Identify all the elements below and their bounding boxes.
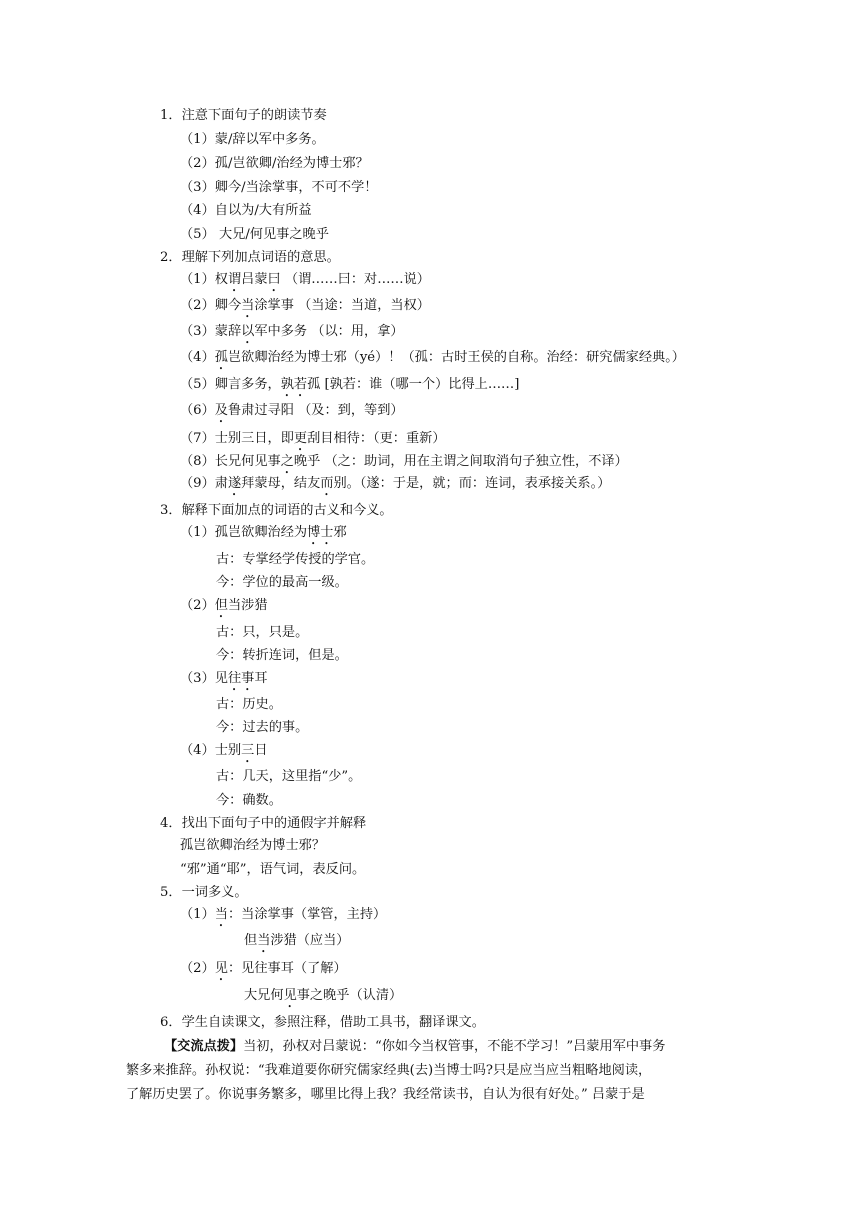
text-line-h3-2b: 今：转折连词，但是。 — [216, 648, 348, 663]
text-line-h1-2: （2）孤/岂欲卿/治经为博士邪？ — [180, 156, 369, 171]
text-line-h3: 3．解释下面加点的词语的古义和今义。 — [160, 503, 393, 518]
text-line-h1-4: （4）自以为/大有所益 — [180, 203, 312, 218]
text-line-h2-5: （5）卿言多务，孰若孤 [孰若：谁（哪一个）比得上……] — [180, 377, 520, 392]
text-line-h4: 4．找出下面句子中的通假字并解释 — [160, 816, 367, 831]
text-line-h3-2: （2）但当涉猎 — [180, 598, 268, 613]
text-line-h2-3: （3）蒙辞以军中多务 （以：用，拿） — [180, 324, 404, 339]
text-line-h2-7: （7）士别三日，即更刮目相待：（更：重新） — [180, 431, 446, 446]
text-line-h5-1b: 但当涉猎（应当） — [244, 933, 350, 948]
text-line-h2-2: （2）卿今当涂掌事 （当途：当道，当权） — [180, 298, 430, 313]
paragraph-line2 — [126, 1063, 651, 1079]
text-line-h3-4a: 古：几天，这里指“少”。 — [216, 769, 362, 784]
text-line-h3-1: （1）孤岂欲卿治经为博士邪 — [180, 525, 347, 540]
text-line-h4-2: “邪”通“耶”，语气词，表反问。 — [180, 862, 366, 877]
text-line-h3-3b: 今：过去的事。 — [216, 720, 309, 735]
text-line-h2-8: （8）长兄何见事之晚乎 （之：助词，用在主谓之间取消句子独立性，不译） — [180, 454, 628, 469]
text-line-h4-1: 孤岂欲卿治经为博士邪？ — [180, 838, 326, 853]
text-line-h2-4: （4）孤岂欲卿治经为博士邪（yé）！（孤：古时王侯的自称。治经：研究儒家经典。） — [180, 350, 685, 365]
text-line-h1-5: （5） 大兄/何见事之晚乎 — [180, 227, 329, 242]
text-line-h3-2a: 古：只，只是。 — [216, 625, 309, 640]
paragraph-line3 — [126, 1087, 645, 1103]
text-line-h1: 1．注意下面句子的朗读节奏 — [160, 108, 327, 123]
exchange-label: 【交流点拨】 — [164, 1039, 244, 1054]
text-line-h5-1: （1）当：当涂掌事（掌管，主持） — [180, 907, 387, 922]
text-line-h2-9: （9）肃遂拜蒙母，结友而别。（遂：于是，就；而：连词，表承接关系。） — [180, 476, 611, 491]
paragraph-line1 — [164, 1039, 665, 1055]
text-line-h2-6: （6）及鲁肃过寻阳 （及：到，等到） — [180, 403, 404, 418]
text-line-h3-4: （4）士别三日 — [180, 743, 268, 758]
text-line-h3-3: （3）见往事耳 — [180, 671, 268, 686]
text-line-h3-1a: 古：专掌经学传授的学官。 — [216, 552, 375, 567]
text-line-h3-3a: 古：历史。 — [216, 697, 282, 712]
text-line-h6: 6．学生自读课文，参照注释，借助工具书，翻译课文。 — [160, 1015, 485, 1030]
text-line-h2-1: （1）权谓吕蒙曰 （谓……曰：对……说） — [180, 272, 430, 287]
text-line-h3-4b: 今：确数。 — [216, 793, 282, 808]
text-line-h5: 5．一词多义。 — [160, 885, 248, 900]
text-line-h3-1b: 今：学位的最高一级。 — [216, 575, 348, 590]
paragraph-text: 繁多来推辞。孙权说：“我难道要你研究儒家经典(去)当博士吗?只是应当应当粗略地阅读， — [126, 1063, 652, 1078]
paragraph-text: 了解历史罢了。你说事务繁多，哪里比得上我？我经常读书，自认为很有好处。” 吕蒙于是 — [126, 1087, 645, 1102]
text-line-h1-1: （1）蒙/辞以军中多务。 — [180, 132, 325, 147]
text-line-h5-2: （2）见：见往事耳（了解） — [180, 961, 347, 976]
text-line-h1-3: （3）卿今/当涂掌事，不可不学！ — [180, 180, 378, 195]
text-line-h2: 2．理解下列加点词语的意思。 — [160, 250, 340, 265]
paragraph-text: 当初，孙权对吕蒙说：“你如今当权管事，不能不学习！”吕蒙用军中事务 — [243, 1039, 666, 1054]
text-line-h5-2b: 大兄何见事之晚乎（认清） — [244, 988, 403, 1003]
